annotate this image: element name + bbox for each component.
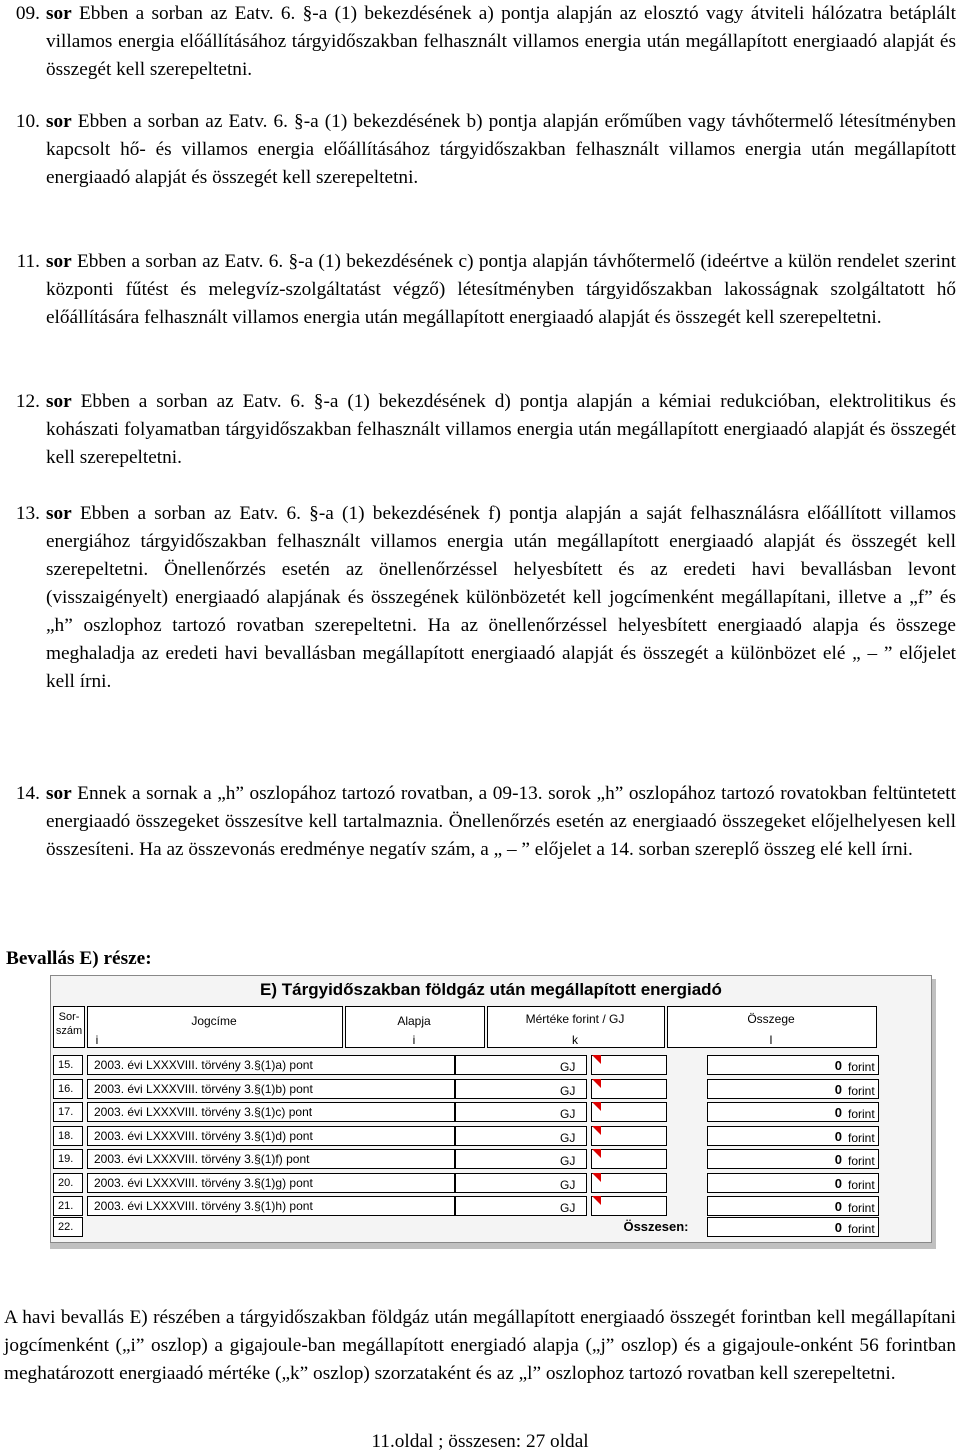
row-label: sor bbox=[46, 503, 72, 524]
paragraph-text: Ebben a sorban az Eatv. 6. §-a (1) bekezdésének c) pontja alapján távhőtermelő (ideértve a külön rendelet szerint központi fűtést és melegvíz-szolgáltatást végző) létesítményben tárgyidőszakban lakosságnak szolgáltatott hő előállítására felhasznált villamos energia után megállapított energiaadó alapját és összegét kell szerepeltetni. bbox=[46, 251, 956, 328]
alapja-field[interactable] bbox=[455, 1126, 587, 1146]
osszege-field[interactable] bbox=[707, 1149, 879, 1169]
merteke-field[interactable] bbox=[591, 1079, 667, 1099]
merteke-field[interactable] bbox=[591, 1055, 667, 1075]
alapja-field[interactable] bbox=[455, 1079, 587, 1099]
comment-marker-icon bbox=[592, 1055, 601, 1064]
total-label: Összesen: bbox=[623, 1219, 689, 1234]
jogcim-field: 2003. évi LXXXVIII. törvény 3.§(1)h) pont bbox=[87, 1196, 455, 1216]
osszeg-value: 0 bbox=[834, 1082, 842, 1097]
row-label: sor bbox=[46, 391, 72, 412]
osszege-field[interactable] bbox=[707, 1196, 879, 1216]
merteke-field[interactable] bbox=[591, 1173, 667, 1193]
currency-label: forint bbox=[848, 1084, 875, 1098]
row-label: sor bbox=[46, 111, 72, 132]
paragraph-text: Ennek a sornak a „h” oszlopához tartozó rovatban, a 09-13. sorok „h” oszlopához tartozó rovatokban feltüntetett energiaadó összegeket összesítve kell tartalmaznia. Önellenőrzés esetén az energiaadó összegeket előjelhelyesen kell összesíteni. Ha az összevonás eredménye negatív szám, a „ – ” előjelet a 14. sorban szereplő összeg elé kell írni. bbox=[46, 783, 956, 860]
header-merteke: Mértéke forint / GJ bbox=[525, 1012, 625, 1026]
alapja-field[interactable] bbox=[455, 1149, 587, 1169]
currency-label: forint bbox=[848, 1178, 875, 1192]
row-number: 20. bbox=[53, 1173, 83, 1193]
paragraph-body bbox=[46, 500, 956, 696]
row-number: 18. bbox=[53, 1126, 83, 1146]
header-jogcime: Jogcíme bbox=[191, 1014, 237, 1028]
header-alapja: Alapja bbox=[397, 1014, 431, 1028]
column-letter-alapja: i bbox=[412, 1033, 416, 1047]
section-heading: Bevallás E) része: bbox=[6, 948, 152, 969]
paragraph-text: Ebben a sorban az Eatv. 6. §-a (1) bekezdésének f) pontja alapján a saját felhasználásra előállított villamos energiához tárgyidőszakban felhasznált villamos energia után megállapított energiaadó alapját és összegét kell szerepeltetni. Önellenőrzés esetén az önellenőrzéssel helyesbített és az eredeti havi bevallásban levont (visszaigényelt) energiaadó alapjának és összegének különbözetét kell jogcímenként megállapítani, illetve a „f” és „h” oszlophoz tartozó rovatban szerepeltetni. Ha az önellenőrzéssel helyesbített energiaadó alapja és összege meghaladja az eredeti havi bevallásban megállapított energiaadó alapját és összegét a különbözet elé „ – ” előjelet kell írni. bbox=[46, 503, 956, 692]
alapja-field[interactable] bbox=[455, 1173, 587, 1193]
currency-label: forint bbox=[848, 1201, 875, 1215]
explanation-paragraph: A havi bevallás E) részében a tárgyidőszakban földgáz után megállapított energiaadó összegét forintban kell megállapítani jogcímenként („i” oszlop) a gigajoule-ban megállapított energiadó alapja („j” oszlop) és a gigajoule-onként 56 forintban meghatározott energiaadó mértéke („k” oszlop) szorzataként és az „l” oszlophoz tartozó rovatban kell szerepeltetni. bbox=[4, 1307, 956, 1384]
paragraph-body bbox=[46, 780, 956, 864]
unit-label: GJ bbox=[560, 1178, 576, 1192]
currency-label: forint bbox=[848, 1107, 875, 1121]
paragraph-number: 10. bbox=[15, 111, 40, 132]
comment-marker-icon bbox=[592, 1173, 601, 1182]
row-label: sor bbox=[46, 3, 72, 24]
row-number: 21. bbox=[53, 1196, 83, 1216]
paragraph-09 bbox=[0, 0, 960, 84]
currency-label: forint bbox=[848, 1060, 875, 1074]
paragraph-13 bbox=[0, 500, 960, 696]
unit-label: GJ bbox=[560, 1060, 576, 1074]
paragraph-12 bbox=[0, 388, 960, 472]
jogcim-field: 2003. évi LXXXVIII. törvény 3.§(1)c) pont bbox=[87, 1102, 455, 1122]
comment-marker-icon bbox=[592, 1079, 601, 1088]
jogcim-field: 2003. évi LXXXVIII. törvény 3.§(1)f) pont bbox=[87, 1149, 455, 1169]
paragraph-11 bbox=[0, 248, 960, 332]
osszege-field[interactable] bbox=[707, 1173, 879, 1193]
merteke-field[interactable] bbox=[591, 1149, 667, 1169]
column-letter-k: k bbox=[572, 1033, 578, 1047]
paragraph-number: 14. bbox=[15, 783, 40, 804]
currency-label: forint bbox=[848, 1131, 875, 1145]
row-number: 19. bbox=[53, 1149, 83, 1169]
comment-marker-icon bbox=[592, 1126, 601, 1135]
merteke-field[interactable] bbox=[591, 1126, 667, 1146]
paragraph-number: 12. bbox=[15, 391, 40, 412]
osszege-field[interactable] bbox=[707, 1126, 879, 1146]
total-value-field[interactable] bbox=[707, 1217, 879, 1237]
osszege-field[interactable] bbox=[707, 1079, 879, 1099]
merteke-field[interactable] bbox=[591, 1102, 667, 1122]
unit-label: GJ bbox=[560, 1084, 576, 1098]
currency-label: forint bbox=[848, 1154, 875, 1168]
comment-marker-icon bbox=[592, 1149, 601, 1158]
paragraph-body bbox=[46, 388, 956, 472]
jogcim-field: 2003. évi LXXXVIII. törvény 3.§(1)g) pont bbox=[87, 1173, 455, 1193]
paragraph-body bbox=[46, 0, 956, 84]
total-value: 0 bbox=[834, 1220, 842, 1235]
unit-label: GJ bbox=[560, 1201, 576, 1215]
paragraph-14 bbox=[0, 780, 960, 864]
form-title: E) Tárgyidőszakban földgáz után megállapított energiadó bbox=[260, 980, 722, 999]
comment-marker-icon bbox=[592, 1196, 601, 1205]
merteke-field[interactable] bbox=[591, 1196, 667, 1216]
osszeg-value: 0 bbox=[834, 1199, 842, 1214]
jogcim-field: 2003. évi LXXXVIII. törvény 3.§(1)d) pont bbox=[87, 1126, 455, 1146]
row-number: 16. bbox=[53, 1079, 83, 1099]
unit-label: GJ bbox=[560, 1154, 576, 1168]
paragraph-body bbox=[46, 248, 956, 332]
row-number: 17. bbox=[53, 1102, 83, 1122]
form-frame bbox=[50, 975, 932, 1243]
header-osszege: Összege bbox=[747, 1012, 795, 1026]
row-label: sor bbox=[46, 251, 72, 272]
paragraph-number: 13. bbox=[15, 503, 40, 524]
paragraph-text: Ebben a sorban az Eatv. 6. §-a (1) bekezdésének a) pontja alapján az elosztó vagy átviteli hálózatra betáplált villamos energia előállításához tárgyidőszakban felhasznált villamos energia után megállapított energiaadó alapját és összegét kell szerepeltetni. bbox=[46, 3, 956, 80]
unit-label: GJ bbox=[560, 1107, 576, 1121]
osszeg-value: 0 bbox=[834, 1129, 842, 1144]
unit-label: GJ bbox=[560, 1131, 576, 1145]
paragraph-10 bbox=[0, 108, 960, 192]
column-letter-i: i bbox=[95, 1033, 99, 1047]
paragraph-text: Ebben a sorban az Eatv. 6. §-a (1) bekezdésének d) pontja alapján a kémiai redukcióban, elektrolitikus és kohászati folyamatban tárgyidőszakban felhasznált villamos energia után megállapított energiaadó alapját és összegét kell szerepeltetni. bbox=[46, 391, 956, 468]
osszeg-value: 0 bbox=[834, 1152, 842, 1167]
paragraph-body bbox=[46, 108, 956, 192]
osszeg-value: 0 bbox=[834, 1176, 842, 1191]
jogcim-field: 2003. évi LXXXVIII. törvény 3.§(1)a) pont bbox=[87, 1055, 455, 1075]
osszege-field[interactable] bbox=[707, 1055, 879, 1075]
row-number: 15. bbox=[53, 1055, 83, 1075]
page-footer: 11.oldal ; összesen: 27 oldal bbox=[371, 1431, 589, 1452]
total-currency: forint bbox=[848, 1222, 875, 1236]
form-screenshot bbox=[20, 975, 950, 1267]
column-letter-l: l bbox=[769, 1033, 773, 1047]
osszeg-value: 0 bbox=[834, 1105, 842, 1120]
paragraph-text: Ebben a sorban az Eatv. 6. §-a (1) bekezdésének b) pontja alapján erőműben vagy távhőtermelő létesítményben kapcsolt hő- és villamos energia előállításához tárgyidőszakban felhasznált villamos energia után megállapított energiaadó alapját és összegét kell szerepeltetni. bbox=[46, 111, 956, 188]
header-sorszam: Sor- szám bbox=[55, 1011, 83, 1037]
osszeg-value: 0 bbox=[834, 1058, 842, 1073]
alapja-field[interactable] bbox=[455, 1102, 587, 1122]
osszege-field[interactable] bbox=[707, 1102, 879, 1122]
total-row-number: 22. bbox=[53, 1217, 83, 1237]
paragraph-number: 11. bbox=[16, 251, 40, 272]
alapja-field[interactable] bbox=[455, 1196, 587, 1216]
comment-marker-icon bbox=[592, 1102, 601, 1111]
jogcim-field: 2003. évi LXXXVIII. törvény 3.§(1)b) pont bbox=[87, 1079, 455, 1099]
alapja-field[interactable] bbox=[455, 1055, 587, 1075]
row-label: sor bbox=[46, 783, 72, 804]
paragraph-number: 09. bbox=[15, 3, 40, 24]
